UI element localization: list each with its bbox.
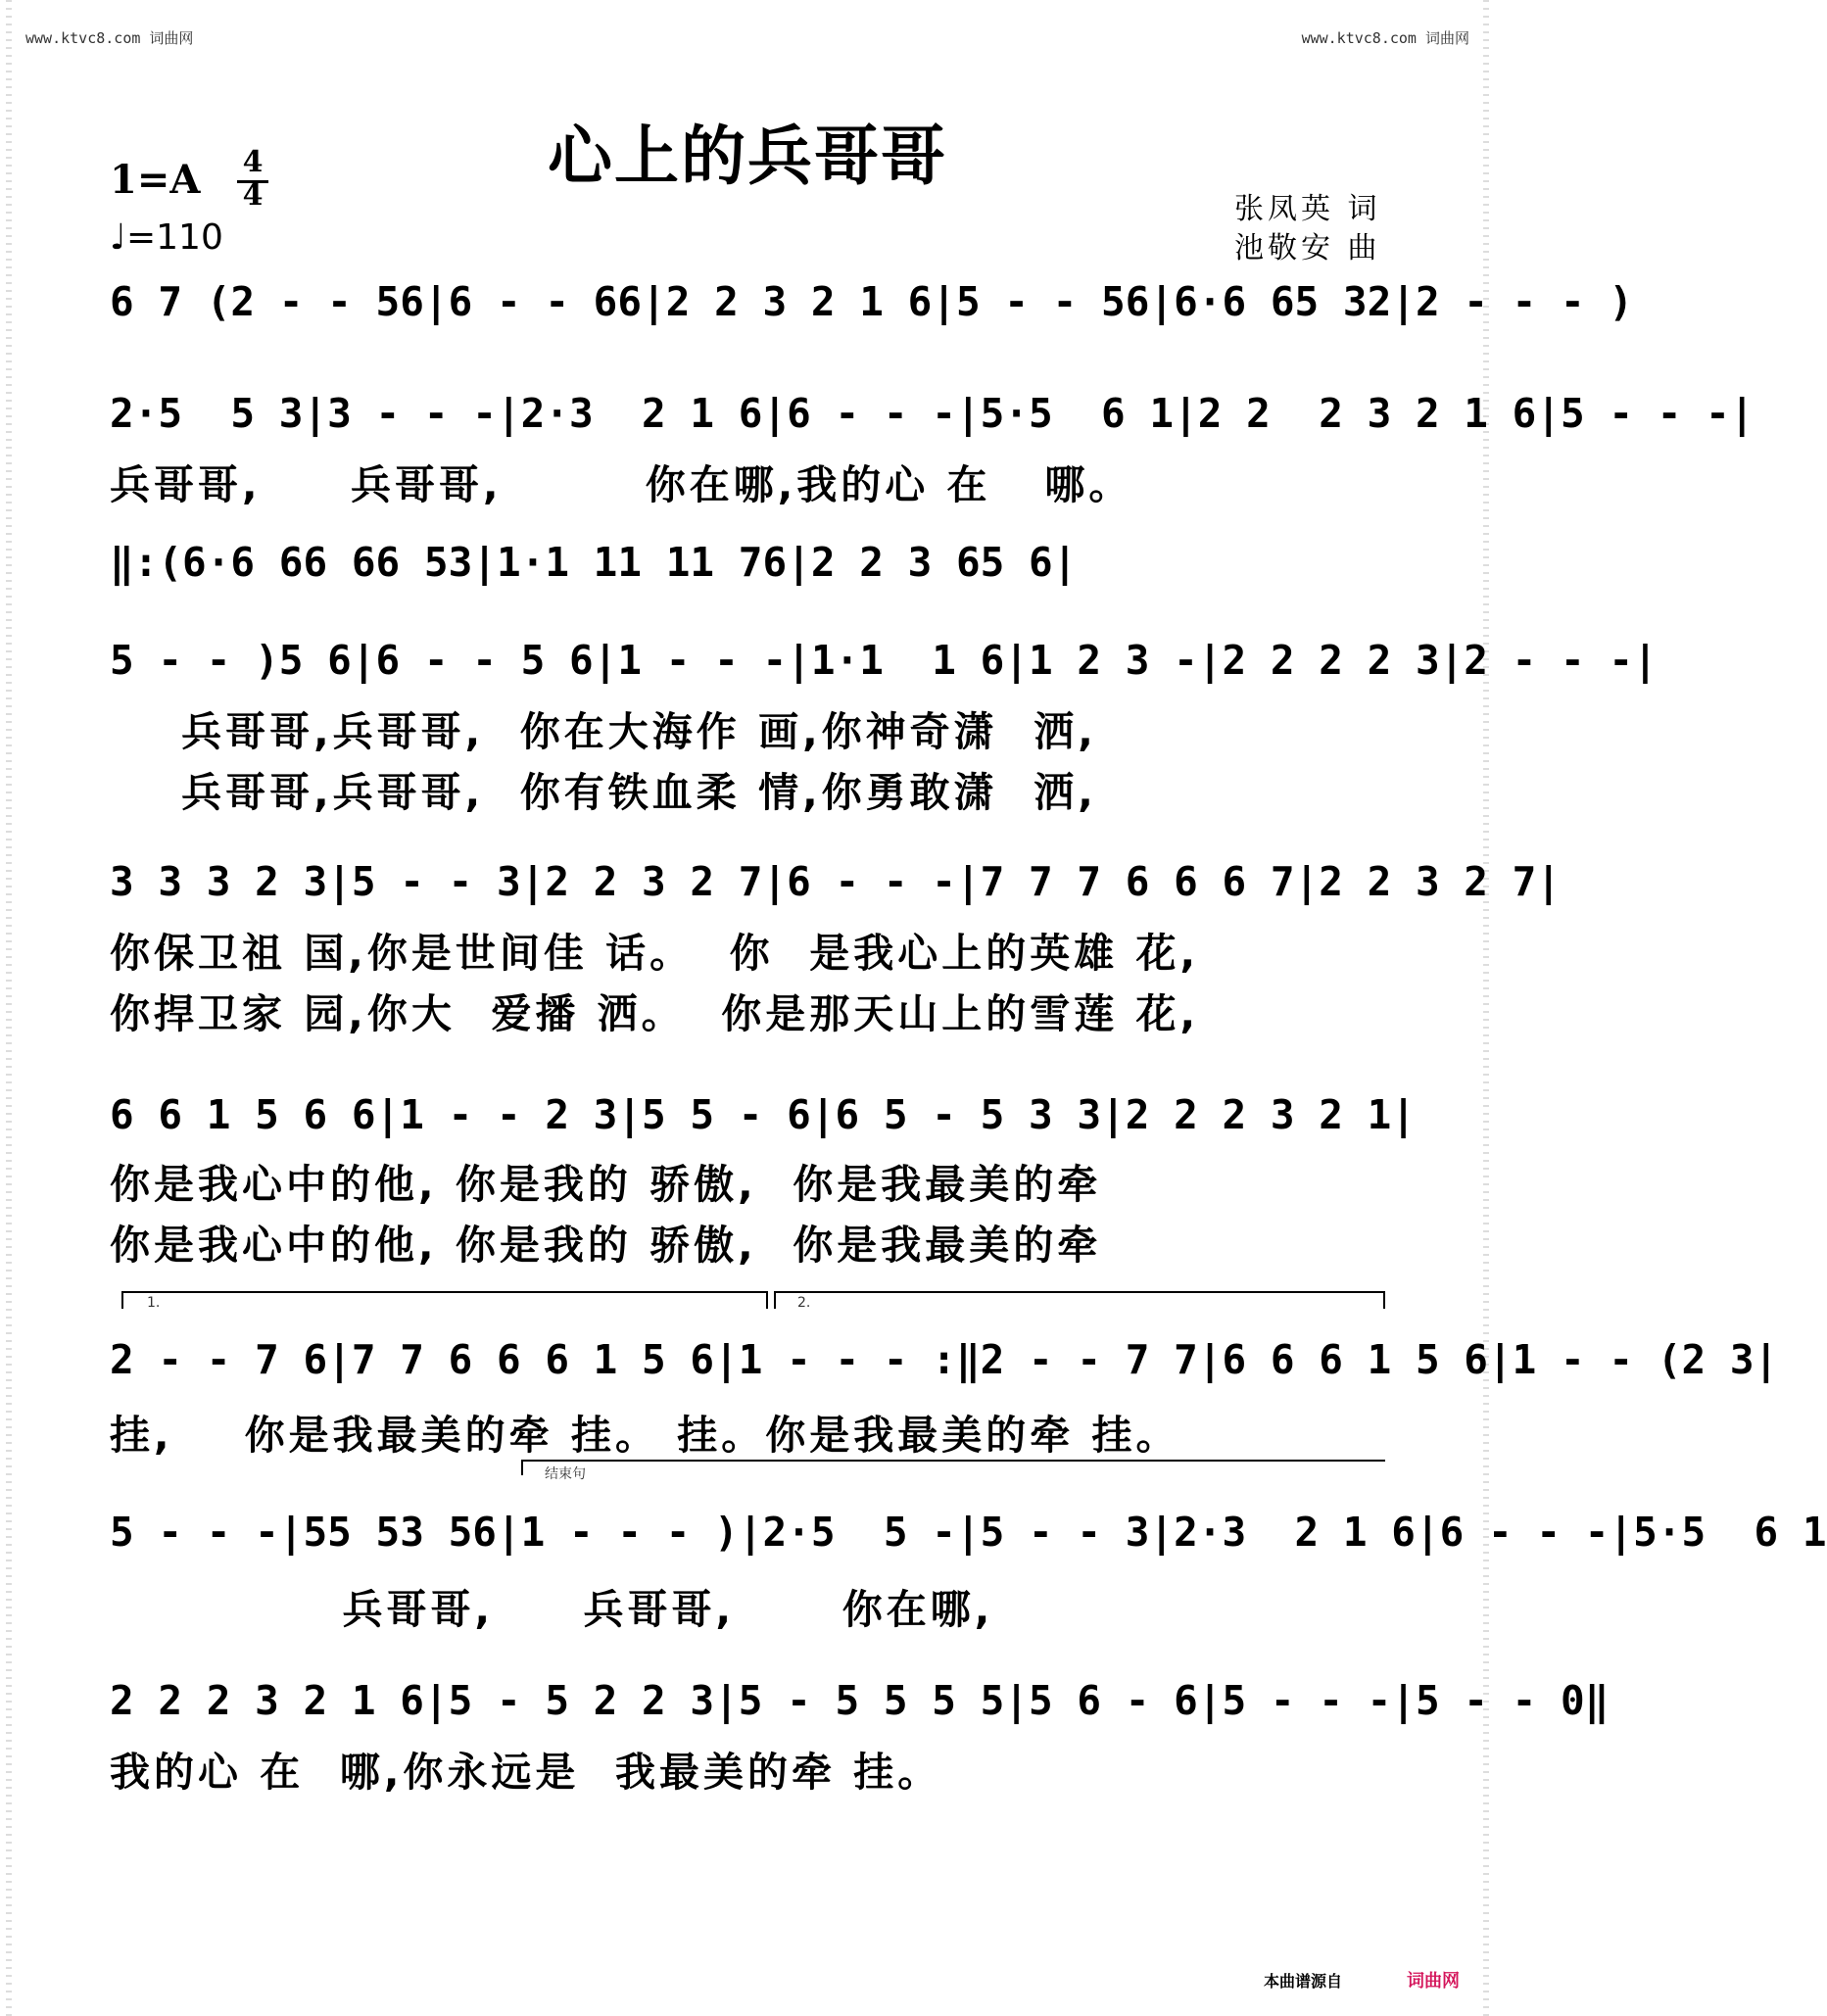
second-ending-bracket: [774, 1291, 1385, 1309]
lyrics-row-6-verse-2: 你是我心中的他, 你是我的 骄傲, 你是我最美的牵: [110, 1222, 1102, 1269]
lyrics-row-4-verse-2: 兵哥哥,兵哥哥, 你有铁血柔 情,你勇敢潇 洒,: [110, 769, 1097, 816]
notation-row-5: 3 3 3 2 3|5 - - 3|2 2 3 2 7|6 - - -|7 7 7 6 6 6 7|2 2 3 2 7|: [110, 858, 1562, 905]
lyrics-row-5-verse-1: 你保卫祖 国,你是世间佳 话。 你 是我心上的英雄 花,: [110, 930, 1200, 977]
first-ending-label: 1.: [147, 1295, 161, 1311]
key-signature: 1=A: [110, 157, 201, 203]
tempo-marking: ♩=110: [110, 217, 223, 258]
composer-credit: 池敬安 曲: [1234, 231, 1381, 265]
header-right: www.ktvc8.com 词曲网: [1301, 29, 1469, 47]
lyrics-row-4-verse-1: 兵哥哥,兵哥哥, 你在大海作 画,你神奇潇 洒,: [110, 708, 1097, 755]
time-signature-bottom: 4: [242, 178, 264, 213]
song-title: 心上的兵哥哥: [548, 119, 947, 194]
notation-row-1: 6 7 (2 - - 56|6 - - 66|2 2 3 2 1 6|5 - - 56|6·6 65 32|2 - - - ): [110, 278, 1634, 325]
lyrics-row-6-verse-1: 你是我心中的他, 你是我的 骄傲, 你是我最美的牵: [110, 1161, 1102, 1208]
footer-site-logo: 词曲网: [1407, 1971, 1460, 1992]
notation-row-4: 5 - - )5 6|6 - - 5 6|1 - - -|1·1 1 6|1 2 3 -|2 2 2 2 3|2 - - -|: [110, 637, 1658, 684]
notation-row-3: ‖:(6·6 66 66 53|1·1 11 11 76|2 2 3 65 6|: [110, 539, 1078, 586]
lyrics-row-7: 挂, 你是我最美的牵 挂。 挂。你是我最美的牵 挂。: [110, 1412, 1180, 1459]
lyrics-row-8: 兵哥哥, 兵哥哥, 你在哪,: [110, 1586, 994, 1633]
notation-row-2: 2·5 5 3|3 - - -|2·3 2 1 6|6 - - -|5·5 6 1|2 2 2 3 2 1 6|5 - - -|: [110, 390, 1755, 437]
notation-row-8: 5 - - -|55 53 56|1 - - - )|2·5 5 -|5 - - 3|2·3 2 1 6|6 - - -|5·5 6 1: [110, 1509, 1827, 1556]
lyrics-row-9: 我的心 在 哪,你永远是 我最美的牵 挂。: [110, 1749, 942, 1796]
time-signature-top: 4: [242, 145, 264, 179]
lyrics-row-5-verse-2: 你捍卫家 园,你大 爱播 洒。 你是那天山上的雪莲 花,: [110, 990, 1200, 1037]
left-margin-decoration: [6, 0, 12, 2016]
coda-label: 结束句: [545, 1466, 586, 1482]
first-ending-bracket: [121, 1291, 768, 1309]
notation-row-7: 2 - - 7 6|7 7 6 6 6 1 5 6|1 - - - :‖2 - - 7 7|6 6 6 1 5 6|1 - - (2 3|: [110, 1336, 1779, 1383]
second-ending-label: 2.: [797, 1295, 811, 1311]
coda-bracket: [521, 1460, 1385, 1475]
footer-source-label: 本曲谱源自: [1264, 1972, 1343, 1991]
notation-row-9: 2 2 2 3 2 1 6|5 - 5 2 2 3|5 - 5 5 5 5|5 6 - 6|5 - - -|5 - - 0‖: [110, 1677, 1610, 1724]
header-left: www.ktvc8.com 词曲网: [25, 29, 194, 47]
notation-row-6: 6 6 1 5 6 6|1 - - 2 3|5 5 - 6|6 5 - 5 3 3|2 2 2 3 2 1|: [110, 1091, 1416, 1138]
lyricist-credit: 张凤英 词: [1234, 192, 1381, 226]
lyrics-row-2: 兵哥哥, 兵哥哥, 你在哪,我的心 在 哪。: [110, 461, 1133, 508]
